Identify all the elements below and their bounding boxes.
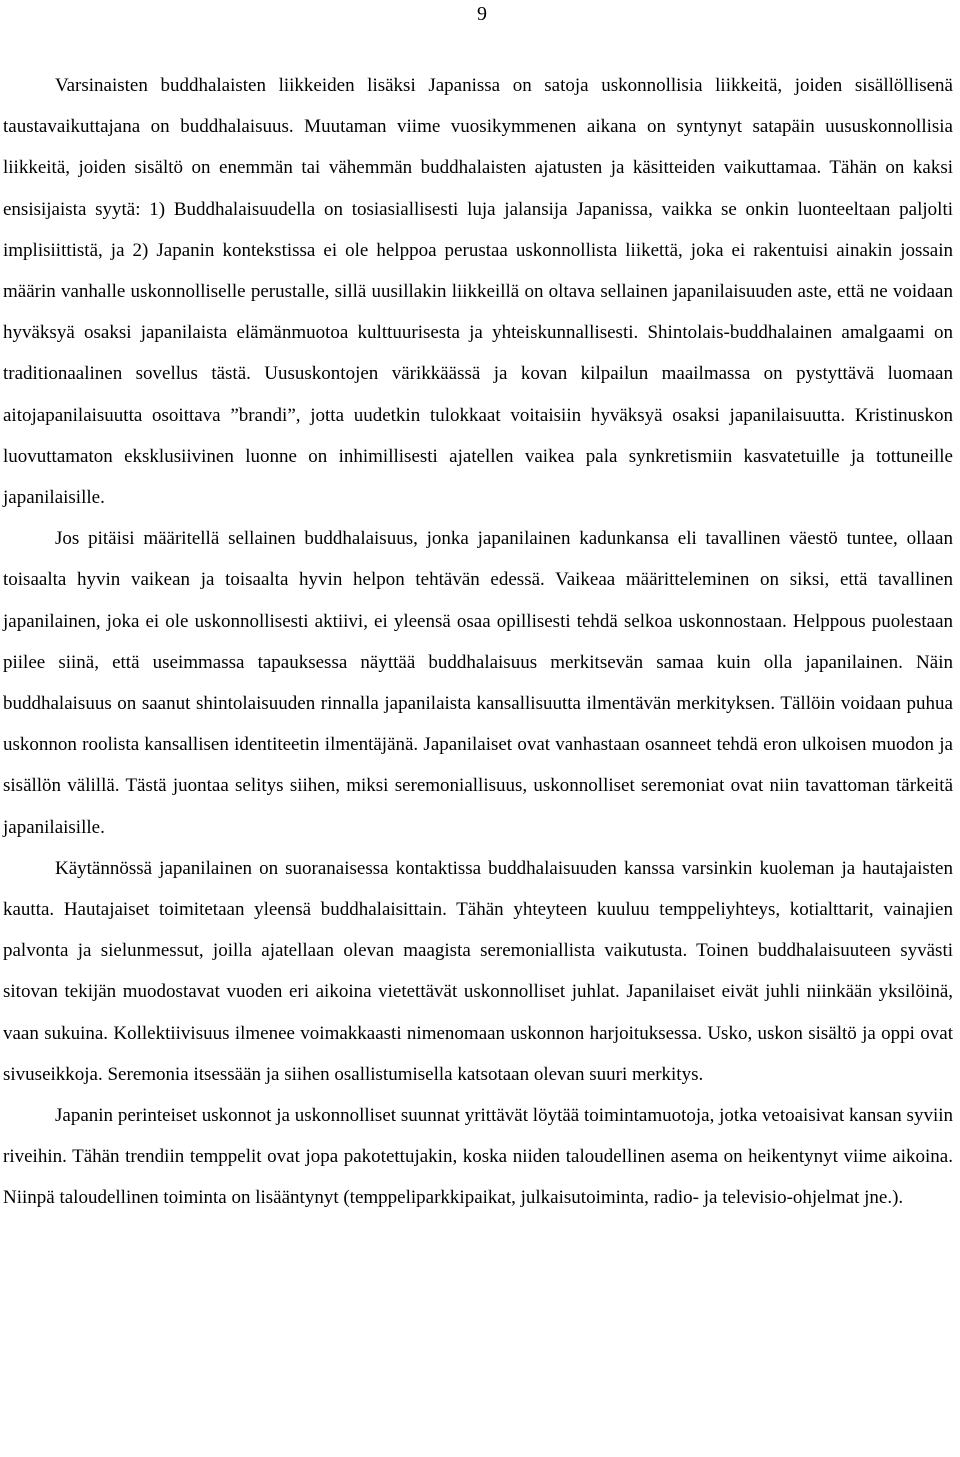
page-number: 9	[477, 3, 487, 25]
paragraph-funerals-festivals: Käytännössä japanilainen on suoranaisessa kontaktissa buddhalaisuuden kanssa varsinkin kuoleman ja hautajaisten kautta. Hautajaiset toimitetaan yleensä buddhalaisittain. Tähän yhteyteen kuuluu temppeliyhteys, kotialttarit, vainajien palvonta ja sielunmessut, joilla ajatellaan olevan maagista seremoniallista vaikutusta. Toinen buddhalaisuuteen syvästi sitovan tekijän muodostavat vuoden eri aikoina vietettävät uskonnolliset juhlat. Japanilaiset eivät juhli niinkään yksilöinä, vaan sukuina. Kollektiivisuus ilmenee voimakkaasti nimenomaan uskonnon harjoituksessa. Usko, uskon sisältö ja oppi ovat sivuseikkoja. Seremonia itsessään ja siihen osallistumisella katsotaan olevan suuri merkitys.	[3, 857, 953, 1085]
paragraph-traditional-religions: Japanin perinteiset uskonnot ja uskonnolliset suunnat yrittävät löytää toimintamuotoja, jotka vetoaisivat kansan syviin riveihin. Tähän trendiin temppelit ovat jopa pakotettujakin, koska niiden taloudellinen asema on heikentynyt viime aikoina. Niinpä taloudellinen toiminta on lisääntynyt (temppeliparkkipaikat, julkaisutoiminta, radio- ja televisio-ohjelmat jne.).	[3, 1105, 953, 1209]
paragraph-buddhist-movements: Varsinaisten buddhalaisten liikkeiden lisäksi Japanissa on satoja uskonnollisia liikkeitä, joiden sisällöllisenä taustavaikuttajana on buddhalaisuus. Muutaman viime vuosikymmenen aikana on syntynyt satapäin uususkonnollisia liikkeitä, joiden sisältö on enemmän tai vähemmän buddhalaisten ajatusten ja käsitteiden vaikuttamaa. Tähän on kaksi ensisijaista syytä: 1) Buddhalaisuudella on tosiasiallisesti luja jalansija Japanissa, vaikka se onkin luonteeltaan paljolti implisiittistä, ja 2) Japanin kontekstissa ei ole helppoa perustaa uskonnollista liikettä, joka ei rakentuisi ainakin jossain määrin vanhalle uskonnolliselle perustalle, sillä uusillakin liikkeillä on oltava sellainen japanilaisuuden aste, että ne voidaan hyväksyä osaksi japanilaista elämänmuotoa kulttuurisesta ja yhteiskunnallisesti. Shintolais-buddhalainen amalgaami on traditionaalinen sovellus tästä. Uususkontojen värikkäässä ja kovan kilpailun maailmassa on pystyttävä luomaan aitojapanilaisuutta osoittava ”brandi”, jotta uudetkin tulokkaat voitaisiin hyväksyä osaksi japanilaisuutta. Kristinuskon luovuttamaton eksklusiivinen luonne on inhimillisesti ajatellen vaikea pala synkretismiin kasvatetuille ja tottuneille japanilaisille.	[3, 75, 953, 509]
body-text	[3, 65, 953, 1219]
paragraph-defining-buddhism: Jos pitäisi määritellä sellainen buddhalaisuus, jonka japanilainen kadunkansa eli tavallinen väestö tuntee, ollaan toisaalta hyvin vaikean ja toisaalta hyvin helpon tehtävän edessä. Vaikeaa määritteleminen on siksi, että tavallinen japanilainen, joka ei ole uskonnollisesti aktiivi, ei yleensä osaa opillisesti tehdä selkoa uskonnostaan. Helppous puolestaan piilee siinä, että useimmassa tapauksessa näyttää buddhalaisuus merkitsevän samaa kuin olla japanilainen. Näin buddhalaisuus on saanut shintolaisuuden rinnalla japanilaista kansallisuutta ilmentävän merkityksen. Tällöin voidaan puhua uskonnon roolista kansallisen identiteetin ilmentäjänä. Japanilaiset ovat vanhastaan osanneet tehdä eron ulkoisen muodon ja sisällön välillä. Tästä juontaa selitys siihen, miksi seremoniallisuus, uskonnolliset seremoniat ovat niin tavattoman tärkeitä japanilaisille.	[3, 528, 953, 838]
